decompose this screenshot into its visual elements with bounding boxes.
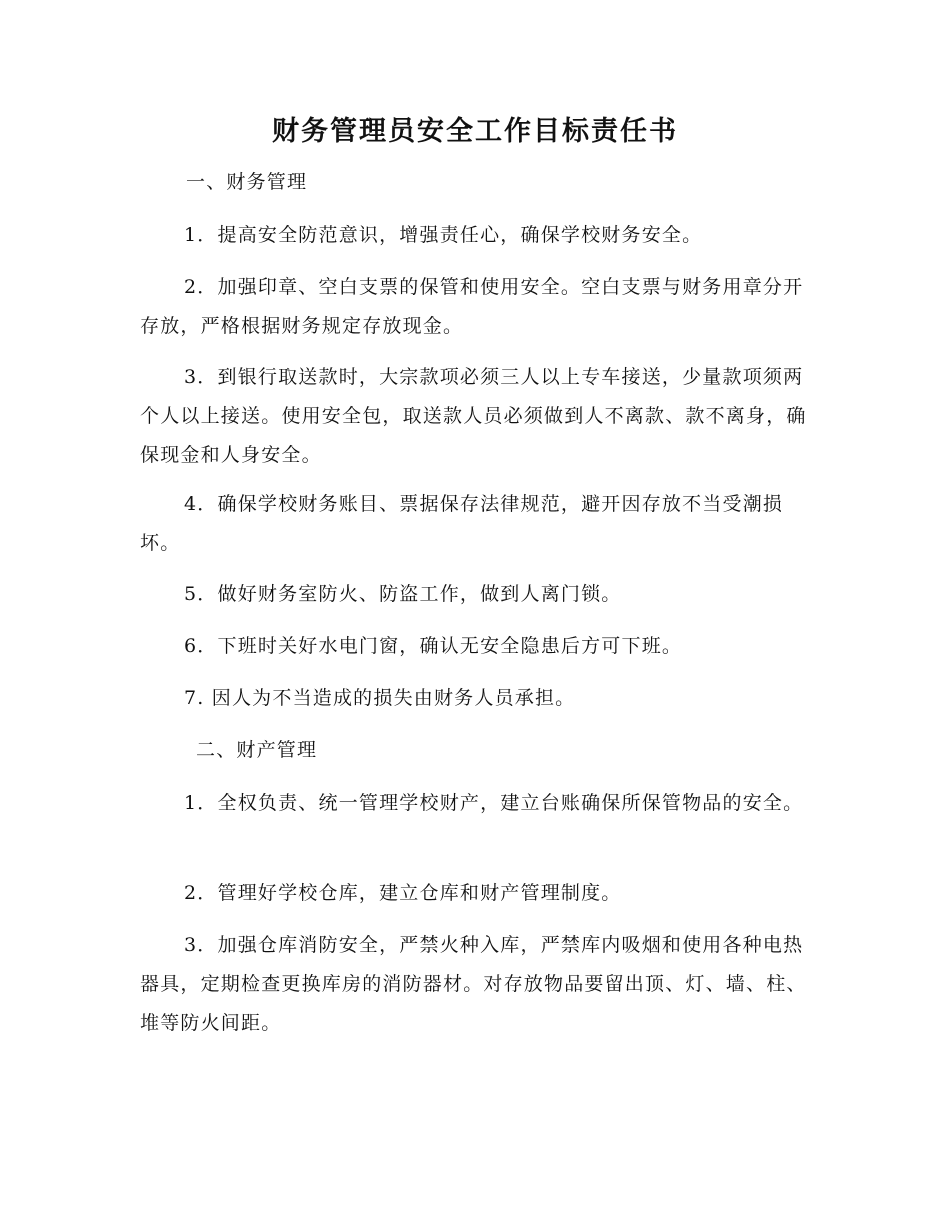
- finance-item-7: 7. 因人为不当造成的损失由财务人员承担。: [184, 687, 576, 709]
- section-heading-property: 二、财产管理: [196, 739, 318, 761]
- property-item-2: 2．管理好学校仓库，建立仓库和财产管理制度。: [184, 882, 622, 904]
- finance-item-2: 2．加强印章、空白支票的保管和使用安全。空白支票与财务用章分开存放，严格根据财务规定存放现金。: [140, 276, 804, 337]
- finance-item-4: 4．确保学校财务账目、票据保存法律规范，避开因存放不当受潮损坏。: [140, 493, 784, 554]
- property-item-1: 1．全权负责、统一管理学校财产，建立台账确保所保管物品的安全。: [184, 792, 804, 814]
- finance-item-6: 6．下班时关好水电门窗，确认无安全隐患后方可下班。: [184, 635, 683, 657]
- document-title: 财务管理员安全工作目标责任书: [272, 116, 678, 147]
- finance-item-5: 5．做好财务室防火、防盗工作，做到人离门锁。: [184, 583, 622, 605]
- finance-item-3: 3．到银行取送款时，大宗款项必须三人以上专车接送，少量款项须两个人以上接送。使用安全包，取送款人员必须做到人不离款、款不离身，确保现金和人身安全。: [140, 366, 807, 466]
- finance-item-1: 1．提高安全防范意识，增强责任心，确保学校财务安全。: [184, 224, 703, 246]
- section-heading-finance: 一、财务管理: [186, 171, 308, 193]
- property-item-3: 3．加强仓库消防安全，严禁火种入库，严禁库内吸烟和使用各种电热器具，定期检查更换库房的消防器材。对存放物品要留出顶、灯、墙、柱、堆等防火间距。: [140, 934, 807, 1034]
